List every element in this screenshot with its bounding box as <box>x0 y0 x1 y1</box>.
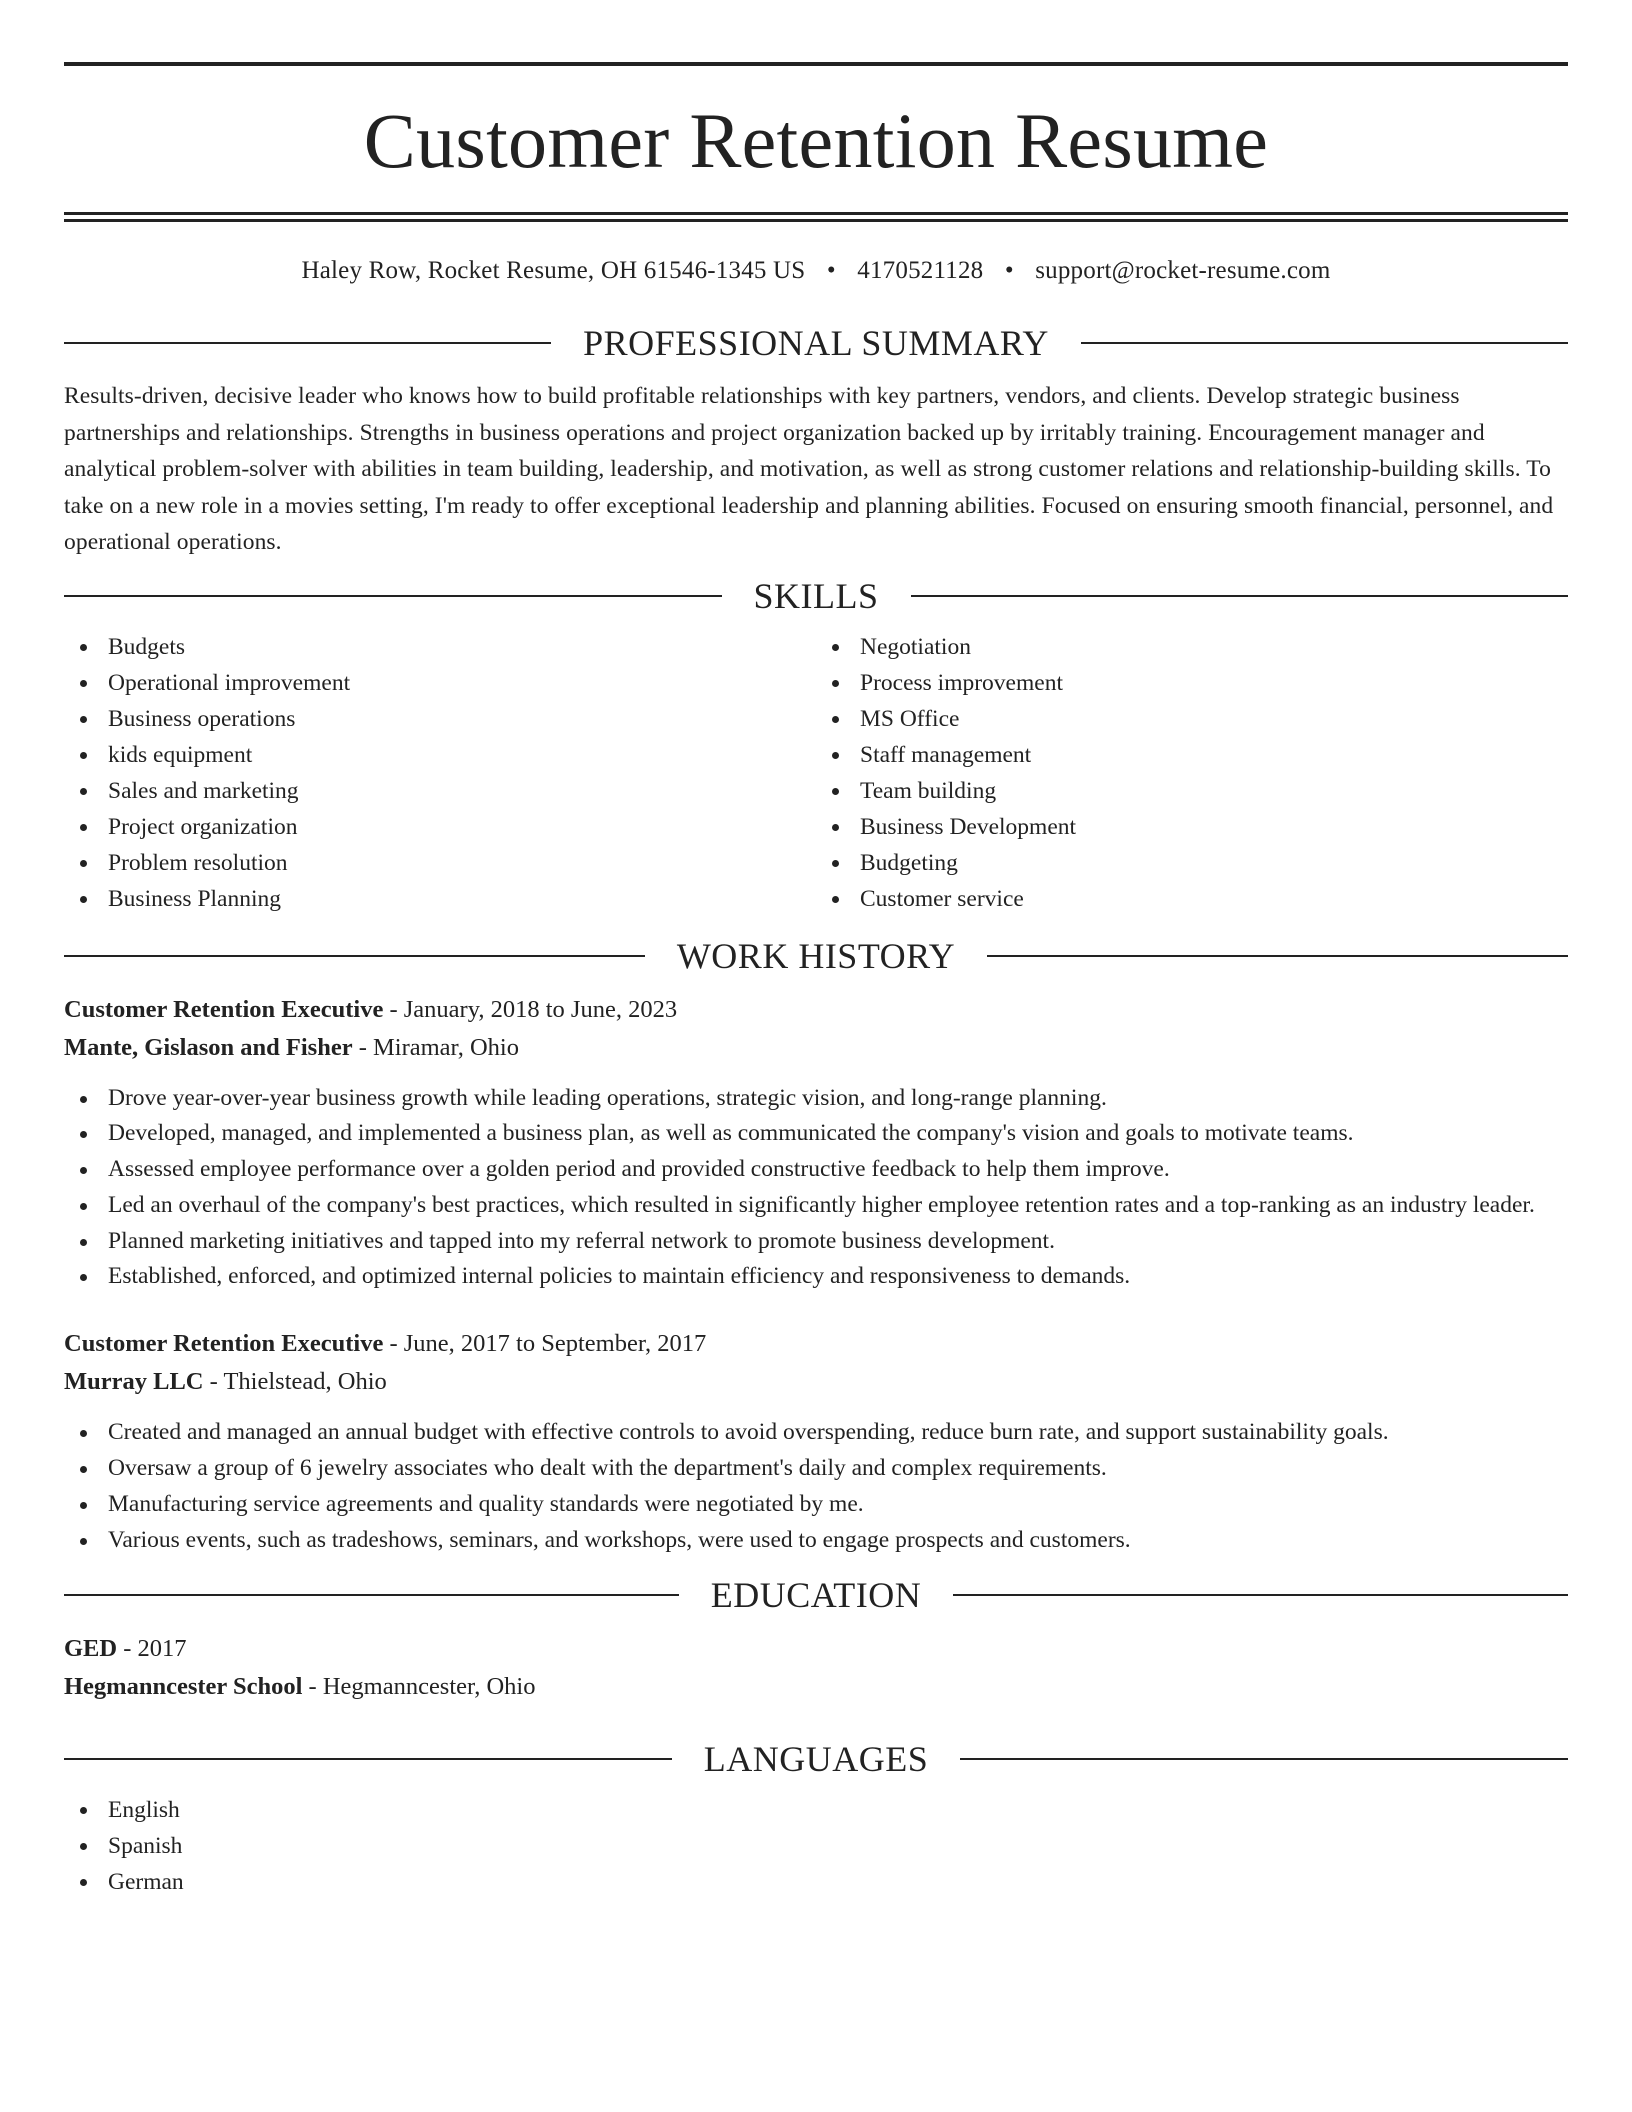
job-company-line <box>64 1029 1568 1067</box>
heading-rule-right <box>987 955 1568 957</box>
contact-email: support@rocket-resume.com <box>1035 257 1331 284</box>
job-title-line <box>64 991 1568 1029</box>
work-heading <box>64 935 1568 977</box>
job-entry <box>64 1325 1568 1558</box>
job-dates: - January, 2018 to June, 2023 <box>383 995 678 1023</box>
job-entry <box>64 991 1568 1296</box>
language-item: Spanish <box>64 1828 1568 1864</box>
contact-line <box>64 256 1568 286</box>
skill-item: Operational improvement <box>64 665 816 701</box>
education-school-line <box>64 1668 1568 1706</box>
education-entry <box>64 1630 1568 1706</box>
language-item: German <box>64 1864 1568 1900</box>
education-year: - 2017 <box>117 1635 187 1663</box>
job-location: - Miramar, Ohio <box>352 1033 519 1061</box>
skill-item: MS Office <box>816 701 1568 737</box>
skills-heading-label: SKILLS <box>753 575 879 616</box>
education-heading <box>64 1574 1568 1616</box>
languages-heading-label: LANGUAGES <box>703 1739 929 1780</box>
contact-phone: 4170521128 <box>857 257 984 284</box>
job-bullet: Developed, managed, and implemented a business plan, as well as communicated the company's vision and goals to motivate teams. <box>64 1116 1568 1152</box>
contact-address: Haley Row, Rocket Resume, OH 61546-1345 US <box>301 257 806 284</box>
job-title-line <box>64 1325 1568 1363</box>
language-item: English <box>64 1792 1568 1828</box>
job-bullet: Manufacturing service agreements and quality standards were negotiated by me. <box>64 1487 1568 1523</box>
skills-column-right <box>816 629 1568 917</box>
skill-item: kids equipment <box>64 737 816 773</box>
job-bullet: Various events, such as tradeshows, seminars, and workshops, were used to engage prospects and customers. <box>64 1523 1568 1559</box>
skill-item: Problem resolution <box>64 845 816 881</box>
job-bullet: Established, enforced, and optimized internal policies to maintain efficiency and responsiveness to demands. <box>64 1259 1568 1295</box>
job-company: Murray LLC <box>64 1368 204 1396</box>
job-bullet-list <box>64 1415 1568 1558</box>
skill-item: Budgets <box>64 629 816 665</box>
skill-item: Team building <box>816 773 1568 809</box>
skill-item: Staff management <box>816 737 1568 773</box>
education-heading-label: EDUCATION <box>710 1575 922 1616</box>
job-bullet: Led an overhaul of the company's best practices, which resulted in significantly higher employee retention rates and a top-ranking as an industry leader. <box>64 1188 1568 1224</box>
job-company: Mante, Gislason and Fisher <box>64 1033 353 1061</box>
languages-heading <box>64 1738 1568 1780</box>
heading-rule-left <box>64 1594 679 1596</box>
skill-item: Customer service <box>816 881 1568 917</box>
education-school: Hegmanncester School <box>64 1673 303 1701</box>
heading-rule-left <box>64 342 551 344</box>
skill-item: Negotiation <box>816 629 1568 665</box>
job-bullet: Drove year-over-year business growth while leading operations, strategic vision, and long-range planning. <box>64 1081 1568 1117</box>
skills-list <box>64 629 1568 917</box>
title-double-rule <box>64 212 1568 222</box>
education-degree: GED <box>64 1635 118 1663</box>
skill-item: Business Development <box>816 809 1568 845</box>
heading-rule-right <box>953 1594 1568 1596</box>
skill-item: Project organization <box>64 809 816 845</box>
job-bullet: Planned marketing initiatives and tapped into my referral network to promote business development. <box>64 1224 1568 1260</box>
heading-rule-left <box>64 595 722 597</box>
contact-separator: • <box>1004 257 1014 284</box>
top-rule <box>64 62 1568 66</box>
summary-heading <box>64 322 1568 364</box>
job-dates: - June, 2017 to September, 2017 <box>383 1330 707 1358</box>
education-degree-line <box>64 1630 1568 1668</box>
job-bullet: Oversaw a group of 6 jewelry associates who dealt with the department's daily and complex requirements. <box>64 1451 1568 1487</box>
job-title: Customer Retention Executive <box>64 995 384 1023</box>
education-location: - Hegmanncester, Ohio <box>302 1673 536 1701</box>
skill-item: Business operations <box>64 701 816 737</box>
resume-title: Customer Retention Resume <box>363 97 1269 184</box>
contact-separator: • <box>826 257 836 284</box>
skills-heading <box>64 575 1568 617</box>
skills-column-left <box>64 629 816 917</box>
job-bullet: Created and managed an annual budget with effective controls to avoid overspending, reduce burn rate, and support sustainability goals. <box>64 1415 1568 1451</box>
job-location: - Thielstead, Ohio <box>203 1368 387 1396</box>
summary-heading-label: PROFESSIONAL SUMMARY <box>583 323 1049 363</box>
summary-text: Results-driven, decisive leader who knows how to build profitable relationships with key partners, vendors, and clients. Develop strategic business partnerships and relationships. Strengths in business operations and project organization backed up by irritably training. Encouragement manager and analytical problem-solver with abilities in team building, leadership, and motivation, as well as strong customer relations and relationship-building skills. To take on a new role in a movies setting, I'm ready to offer exceptional leadership and planning abilities. Focused on ensuring smooth financial, personnel, and operational operations. <box>64 383 1554 555</box>
job-bullet-list <box>64 1081 1568 1296</box>
job-bullet: Assessed employee performance over a golden period and provided constructive feedback to help them improve. <box>64 1152 1568 1188</box>
skill-item: Process improvement <box>816 665 1568 701</box>
heading-rule-left <box>64 1758 672 1760</box>
job-company-line <box>64 1363 1568 1401</box>
heading-rule-right <box>911 595 1569 597</box>
work-heading-label: WORK HISTORY <box>676 935 956 976</box>
job-title: Customer Retention Executive <box>64 1330 384 1358</box>
skill-item: Business Planning <box>64 881 816 917</box>
heading-rule-right <box>960 1758 1568 1760</box>
heading-rule-right <box>1081 342 1568 344</box>
skill-item: Budgeting <box>816 845 1568 881</box>
languages-list <box>64 1792 1568 1900</box>
skill-item: Sales and marketing <box>64 773 816 809</box>
heading-rule-left <box>64 955 645 957</box>
